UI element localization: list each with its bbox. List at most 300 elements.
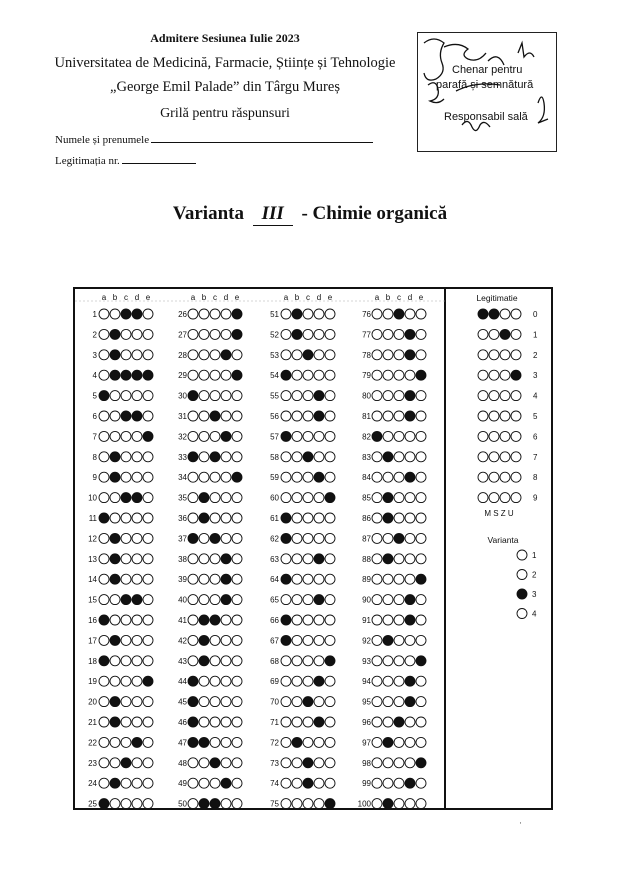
option-letter: a [101,293,107,302]
answer-bubble [325,513,335,523]
answer-bubble [199,676,209,686]
answer-bubble [99,329,109,339]
answer-bubble-filled [303,697,313,707]
question-number: 41 [178,616,187,625]
answer-bubble [372,493,382,503]
answer-bubble [143,350,153,360]
answer-bubble [325,309,335,319]
answer-bubble [372,472,382,482]
question-number: 16 [88,616,97,625]
answer-bubble [303,431,313,441]
option-letter: a [374,293,380,302]
answer-bubble [372,452,382,462]
question-number: 43 [178,656,187,666]
answer-bubble [281,758,291,768]
answer-bubble [281,697,291,707]
legitimatie-bubble-filled [511,370,521,380]
varianta-option: 3 [532,590,537,599]
answer-bubble [143,391,153,401]
legitimatie-bubble [489,411,499,421]
answer-bubble [303,391,313,401]
varianta-bubble [517,550,527,560]
answer-bubble [292,493,302,503]
answer-bubble [210,778,220,788]
answer-bubble [292,778,302,788]
answer-bubble-filled [383,493,393,503]
question-number: 12 [88,534,97,544]
answer-bubble-filled [383,799,393,808]
answer-bubble [405,758,415,768]
answer-bubble [199,574,209,584]
answer-bubble [232,411,242,421]
answer-bubble [199,778,209,788]
question-number: 49 [178,779,187,789]
option-letter: d [407,293,413,302]
answer-bubble [394,452,404,462]
variant-separator: - [301,203,308,224]
answer-bubble [372,717,382,727]
answer-bubble-filled [188,452,198,462]
answer-bubble [292,676,302,686]
answer-bubble [325,635,335,645]
answer-bubble-filled [110,533,120,543]
answer-bubble [188,595,198,605]
answer-bubble [132,452,142,462]
answer-bubble [292,656,302,666]
answer-bubble [416,799,426,808]
signature-box-label: Chenar pentru [452,64,523,76]
answer-bubble-filled [314,676,324,686]
answer-bubble [121,472,131,482]
answer-bubble-filled [325,799,335,808]
answer-bubble-filled [199,615,209,625]
answer-bubble [281,554,291,564]
answer-bubble [110,656,120,666]
answer-bubble [99,595,109,605]
option-letter: b [201,293,207,302]
question-number: 65 [270,595,279,605]
question-number: 48 [178,758,187,768]
answer-bubble [121,533,131,543]
legitimatie-bubble [511,411,521,421]
answer-bubble [405,493,415,503]
answer-bubble-filled [132,370,142,380]
legitimatie-bubble [489,472,499,482]
answer-bubble-filled [132,411,142,421]
answer-bubble [232,778,242,788]
option-letter: e [234,293,240,302]
answer-bubble [110,309,120,319]
answer-bubble [143,574,153,584]
question-number: 40 [178,595,187,605]
answer-bubble [99,493,109,503]
answer-bubble [314,697,324,707]
answer-bubble-filled [281,615,291,625]
answer-bubble [292,799,302,808]
id-line [122,153,196,164]
answer-bubble [210,513,220,523]
question-number: 87 [362,534,371,544]
answer-bubble [394,595,404,605]
answer-bubble-filled [281,533,291,543]
legitimatie-bubble [478,472,488,482]
question-number: 76 [362,310,371,319]
answer-bubble [221,472,231,482]
question-number: 94 [362,677,371,687]
answer-bubble-filled [281,574,291,584]
answer-bubble [221,513,231,523]
answer-bubble [292,615,302,625]
answer-bubble-filled [416,574,426,584]
answer-bubble [303,309,313,319]
answer-bubble-filled [405,676,415,686]
answer-bubble [221,309,231,319]
answer-bubble-filled [199,656,209,666]
answer-bubble [143,697,153,707]
answer-bubble-filled [416,370,426,380]
answer-bubble-filled [221,595,231,605]
answer-bubble [292,370,302,380]
answer-bubble [99,676,109,686]
answer-bubble [325,717,335,727]
legitimatie-bubble [500,472,510,482]
answer-bubble [199,370,209,380]
answer-bubble [416,431,426,441]
signature-box [417,32,557,152]
page-mark: · [519,818,522,828]
answer-bubble [383,350,393,360]
legitimatie-bubble [500,309,510,319]
answer-bubble [325,778,335,788]
answer-bubble [314,431,324,441]
variant-title [100,203,520,226]
answer-bubble-filled [394,533,404,543]
answer-bubble [314,758,324,768]
answer-bubble [221,615,231,625]
answer-bubble [210,697,220,707]
answer-bubble [132,656,142,666]
answer-bubble [221,493,231,503]
answer-bubble [303,615,313,625]
answer-grid-bubbles [75,289,551,808]
answer-bubble [292,595,302,605]
legitimatie-bubble [500,431,510,441]
varianta-option: 4 [532,609,537,619]
answer-bubble [188,656,198,666]
answer-bubble [394,737,404,747]
answer-bubble [383,697,393,707]
answer-bubble [394,758,404,768]
answer-bubble [292,533,302,543]
answer-bubble [210,391,220,401]
option-letter: d [134,293,140,302]
answer-bubble [281,778,291,788]
answer-bubble [210,676,220,686]
answer-bubble [210,574,220,584]
answer-bubble [383,533,393,543]
answer-bubble-filled [405,391,415,401]
legitimatie-bubble [511,493,521,503]
legitimatie-digit: 1 [533,330,538,340]
answer-bubble [232,737,242,747]
answer-bubble [132,554,142,564]
answer-bubble [110,758,120,768]
legitimatie-digit: 0 [533,310,538,319]
supervisor-label: Responsabil sală [444,111,528,123]
varianta-title: Varianta [487,535,519,545]
answer-bubble-filled [405,778,415,788]
option-letter: b [112,293,118,302]
answer-bubble [314,350,324,360]
question-number: 68 [270,656,279,666]
answer-bubble [383,656,393,666]
answer-bubble-filled [121,370,131,380]
answer-bubble [110,513,120,523]
answer-bubble [143,472,153,482]
answer-bubble [383,615,393,625]
answer-bubble [143,411,153,421]
name-field [55,132,373,146]
question-number: 56 [270,412,279,421]
answer-bubble [405,370,415,380]
answer-bubble [325,472,335,482]
answer-bubble-filled [210,533,220,543]
answer-bubble [383,370,393,380]
answer-bubble [199,554,209,564]
varianta-bubble [517,570,527,580]
answer-bubble [232,513,242,523]
answer-bubble [121,778,131,788]
answer-bubble [372,676,382,686]
answer-bubble-filled [188,533,198,543]
answer-bubble [325,431,335,441]
answer-bubble-filled [121,758,131,768]
question-number: 100 [357,799,371,808]
answer-bubble [121,635,131,645]
answer-bubble [372,656,382,666]
answer-bubble-filled [110,697,120,707]
answer-bubble [221,329,231,339]
answer-bubble [281,799,291,808]
answer-bubble [188,493,198,503]
answer-bubble-filled [99,513,109,523]
answer-bubble-filled [292,309,302,319]
answer-bubble [110,493,120,503]
question-number: 53 [270,350,279,360]
option-letter: b [385,293,391,302]
answer-bubble-filled [314,472,324,482]
question-number: 47 [178,738,187,748]
answer-bubble-filled [143,431,153,441]
legitimatie-bubble [500,493,510,503]
answer-bubble [99,737,109,747]
answer-bubble [132,697,142,707]
answer-bubble [281,737,291,747]
legitimatie-bubble [478,350,488,360]
answer-bubble-filled [372,431,382,441]
answer-bubble-filled [383,452,393,462]
answer-bubble [188,615,198,625]
answer-bubble [416,717,426,727]
answer-bubble [121,717,131,727]
answer-bubble [314,778,324,788]
answer-bubble [232,533,242,543]
answer-bubble [372,737,382,747]
answer-bubble-filled [314,554,324,564]
question-number: 91 [362,616,371,625]
answer-bubble-filled [325,656,335,666]
answer-bubble-filled [383,554,393,564]
answer-bubble [281,595,291,605]
answer-bubble [303,717,313,727]
answer-bubble [143,309,153,319]
question-number: 95 [362,697,371,707]
answer-bubble-filled [188,697,198,707]
answer-bubble [314,799,324,808]
question-number: 88 [362,554,371,564]
answer-bubble [221,391,231,401]
answer-bubble [221,799,231,808]
answer-bubble-filled [199,737,209,747]
answer-bubble [281,329,291,339]
answer-bubble-filled [110,635,120,645]
answer-bubble [110,431,120,441]
question-number: 96 [362,718,371,727]
answer-bubble [199,411,209,421]
answer-bubble [210,635,220,645]
answer-bubble [405,533,415,543]
answer-bubble [416,493,426,503]
answer-bubble [132,778,142,788]
question-number: 18 [88,656,97,666]
answer-bubble [132,431,142,441]
answer-bubble-filled [143,370,153,380]
variant-label: Varianta [172,203,244,224]
answer-bubble [383,717,393,727]
question-number: 67 [270,636,279,646]
answer-bubble [292,758,302,768]
answer-bubble [394,615,404,625]
answer-bubble [314,309,324,319]
answer-bubble [232,431,242,441]
option-letter: b [294,293,300,302]
question-number: 78 [362,350,371,360]
answer-bubble [325,452,335,462]
answer-bubble [188,411,198,421]
question-number: 3 [92,350,97,360]
answer-bubble-filled [232,309,242,319]
answer-bubble [132,676,142,686]
question-number: 64 [270,575,279,585]
answer-bubble [232,350,242,360]
answer-bubble [221,676,231,686]
question-number: 79 [362,371,371,381]
answer-bubble [199,717,209,727]
answer-bubble [281,472,291,482]
answer-bubble [303,737,313,747]
answer-bubble [416,635,426,645]
answer-bubble [303,370,313,380]
answer-bubble-filled [199,493,209,503]
answer-bubble [121,391,131,401]
answer-bubble [121,329,131,339]
answer-bubble [110,411,120,421]
answer-bubble [394,391,404,401]
answer-bubble [221,411,231,421]
answer-bubble [99,717,109,727]
answer-bubble [405,717,415,727]
legitimatie-bubble [511,329,521,339]
answer-bubble [210,472,220,482]
answer-bubble [199,533,209,543]
question-number: 19 [88,677,97,687]
answer-bubble [394,656,404,666]
legitimatie-bubble [489,329,499,339]
legitimatie-title: Legitimatie [476,293,518,303]
answer-bubble-filled [303,452,313,462]
question-number: 4 [92,371,97,381]
answer-bubble [188,431,198,441]
answer-bubble [416,391,426,401]
question-number: 33 [178,452,187,462]
question-number: 17 [88,636,97,646]
answer-bubble [372,799,382,808]
answer-bubble [383,309,393,319]
legitimatie-bubble [511,452,521,462]
answer-bubble [121,513,131,523]
option-letter: c [124,293,128,302]
answer-bubble [314,737,324,747]
answer-bubble-filled [232,329,242,339]
legitimatie-bubble [478,452,488,462]
answer-bubble-filled [199,513,209,523]
signature-box-label-2: parafă și semnătură [436,79,534,91]
answer-bubble [143,615,153,625]
answer-bubble-filled [383,737,393,747]
answer-bubble [383,329,393,339]
answer-bubble-filled [121,595,131,605]
answer-bubble-filled [314,391,324,401]
answer-bubble [383,472,393,482]
answer-bubble-filled [210,615,220,625]
answer-bubble [292,554,302,564]
answer-bubble [292,574,302,584]
question-number: 13 [88,554,97,564]
answer-bubble [143,799,153,808]
answer-bubble [188,350,198,360]
answer-bubble [188,635,198,645]
answer-bubble [99,431,109,441]
answer-bubble-filled [110,329,120,339]
answer-bubble [281,717,291,727]
answer-bubble [143,758,153,768]
answer-bubble-filled [394,717,404,727]
question-number: 84 [362,473,371,483]
answer-bubble-filled [99,391,109,401]
question-number: 25 [88,799,97,808]
answer-bubble [292,472,302,482]
answer-bubble-filled [210,452,220,462]
question-number: 27 [178,330,187,340]
answer-bubble [188,574,198,584]
answer-bubble [394,472,404,482]
answer-bubble-filled [188,717,198,727]
answer-bubble [221,452,231,462]
answer-bubble [292,391,302,401]
answer-bubble [314,452,324,462]
answer-bubble [292,635,302,645]
question-number: 58 [270,452,279,462]
